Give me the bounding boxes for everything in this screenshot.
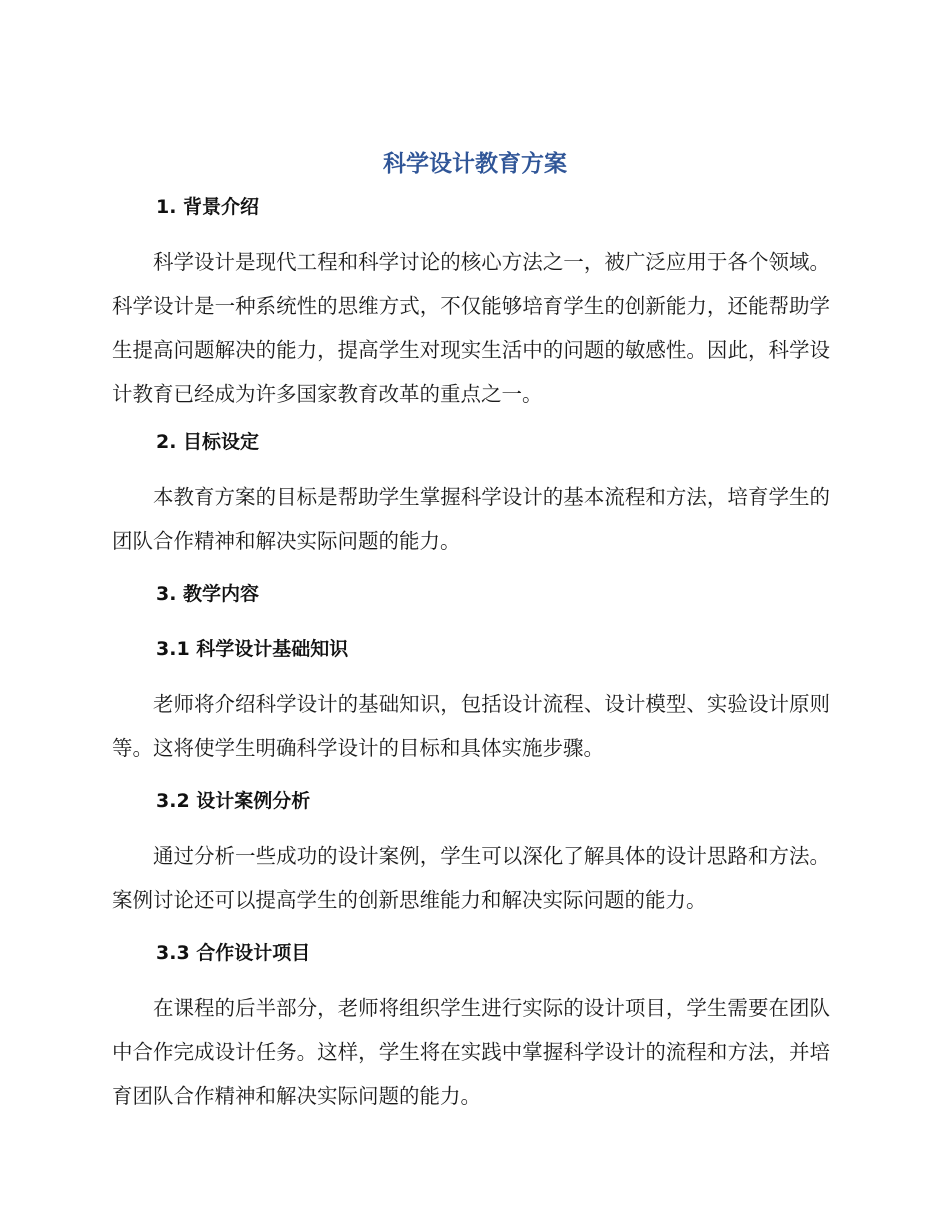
section-heading-cooperative-project: 3.3 合作设计项目 [156,942,311,964]
section-heading-content: 3. 教学内容 [156,583,260,605]
section-paragraph-background: 科学设计是现代工程和科学讨论的核心方法之一，被广泛应用于各个领域。科学设计是一种系统性的思维方式，不仅能够培育学生的创新能力，还能帮助学生提高问题解决的能力，提高学生对现实生活中的问题的敏感性。因此，科学设计教育已经成为许多国家教育改革的重点之一。 [112,250,830,406]
document-title: 科学设计教育方案 [383,151,567,177]
section-paragraph-goals: 本教育方案的目标是帮助学生掌握科学设计的基本流程和方法，培育学生的团队合作精神和解决实际问题的能力。 [112,485,830,553]
section-heading-goals: 2. 目标设定 [156,431,260,453]
section-heading-basics: 3.1 科学设计基础知识 [156,638,349,660]
section-paragraph-cooperative-project: 在课程的后半部分，老师将组织学生进行实际的设计项目，学生需要在团队中合作完成设计任务。这样，学生将在实践中掌握科学设计的流程和方法，并培育团队合作精神和解决实际问题的能力。 [112,996,830,1108]
section-paragraph-case-analysis: 通过分析一些成功的设计案例，学生可以深化了解具体的设计思路和方法。案例讨论还可以提高学生的创新思维能力和解决实际问题的能力。 [112,844,830,912]
section-paragraph-basics: 老师将介绍科学设计的基础知识，包括设计流程、设计模型、实验设计原则等。这将使学生明确科学设计的目标和具体实施步骤。 [112,692,830,760]
section-heading-background: 1. 背景介绍 [156,196,260,218]
section-heading-case-analysis: 3.2 设计案例分析 [156,790,311,812]
